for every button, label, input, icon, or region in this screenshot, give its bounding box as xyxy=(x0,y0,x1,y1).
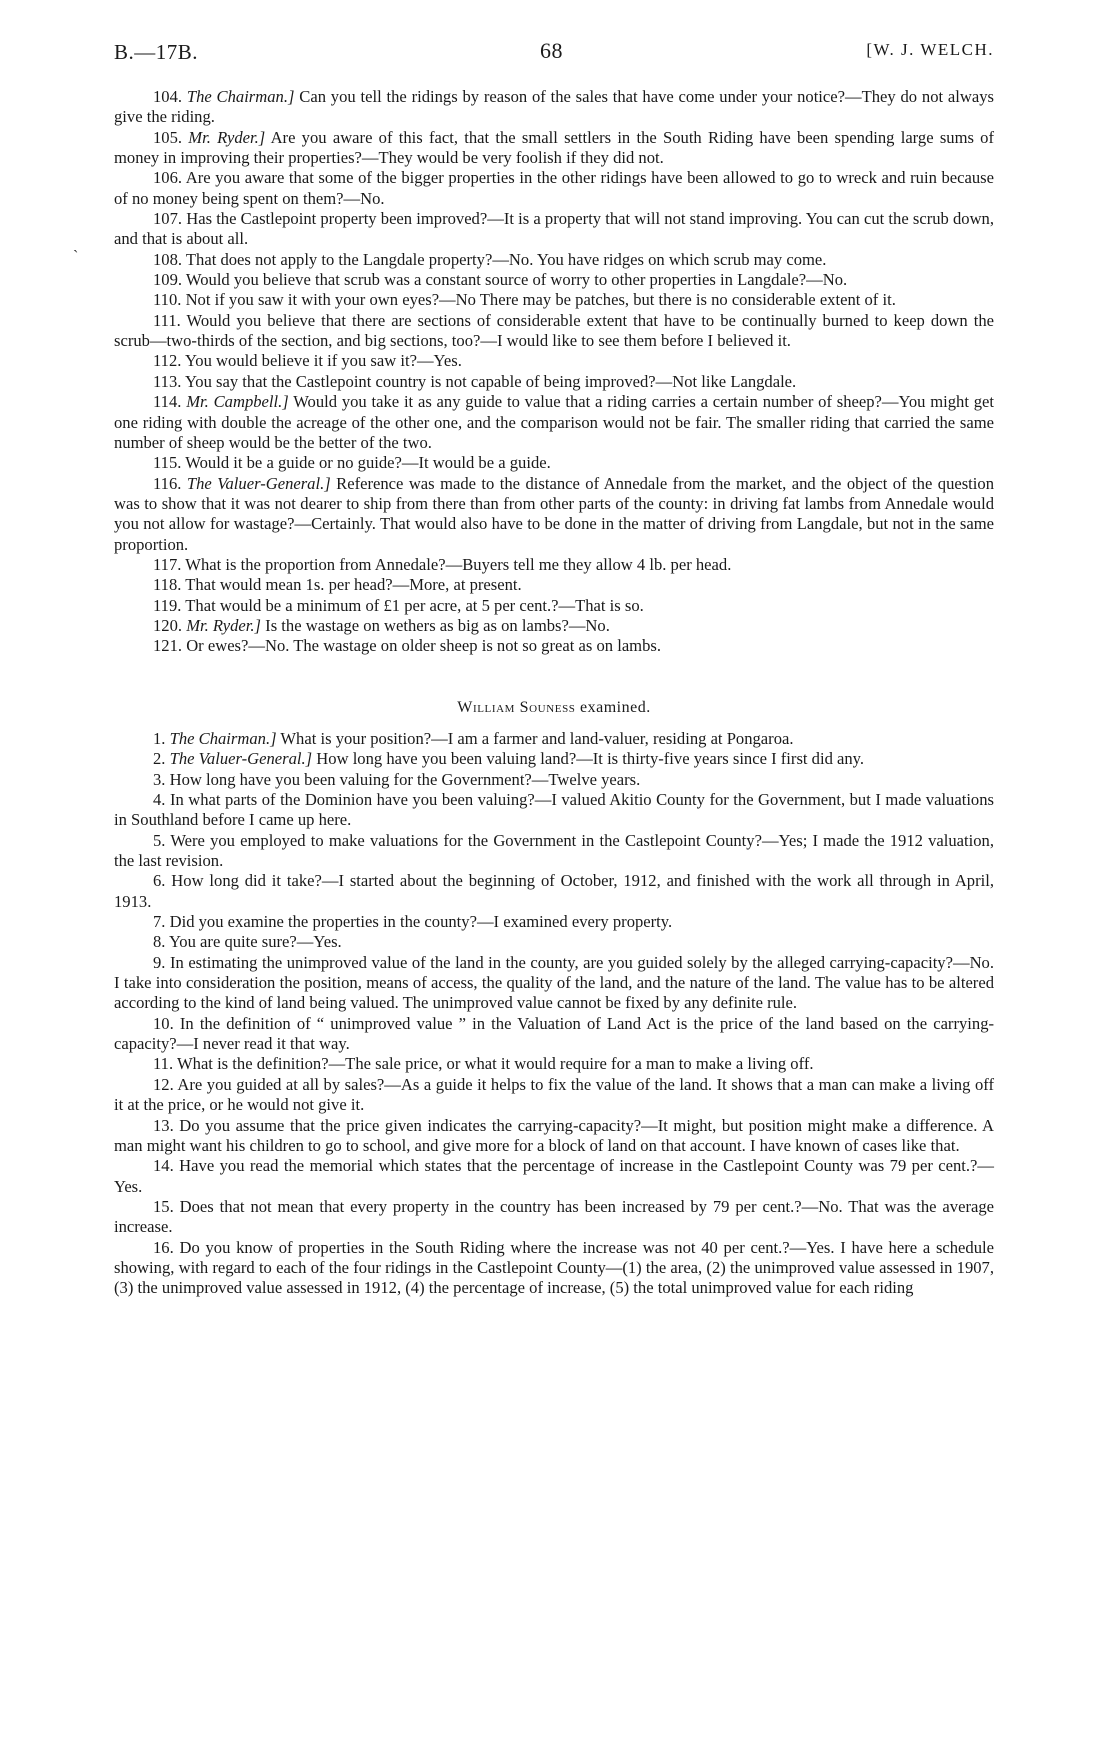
question-paragraph xyxy=(114,1197,994,1238)
question-paragraph xyxy=(114,1014,994,1055)
question-paragraph xyxy=(114,575,994,595)
question-text: You would believe it if you saw it?—Yes. xyxy=(184,351,462,371)
evidence-section-souness xyxy=(114,729,994,1299)
question-number: 107. xyxy=(153,209,187,229)
question-number: 114. xyxy=(153,392,187,412)
question-text: That would mean 1s. per head?—More, at present. xyxy=(185,575,522,595)
speaker-name: Mr. Campbell.] xyxy=(186,392,289,412)
question-number: 115. xyxy=(153,453,186,473)
question-number: 116. xyxy=(153,473,187,493)
question-text: Are you aware of this fact, that the small settlers in the South Riding have been spending large sums of money in improving their properties?—They would be very foolish if they did not. xyxy=(114,127,995,168)
paper-reference: B.—17B. xyxy=(114,40,199,64)
question-paragraph xyxy=(114,1075,994,1116)
question-paragraph xyxy=(114,372,994,392)
question-text: That does not apply to the Langdale property?—No. You have ridges on which scrub may come. xyxy=(185,249,827,269)
question-paragraph xyxy=(114,168,994,209)
question-text: Can you tell the ridings by reason of the sales that have come under your notice?—They do not always give the riding. xyxy=(114,87,994,127)
witness-heading xyxy=(114,698,994,718)
body-text xyxy=(114,87,994,1299)
speaker-name: Mr. Ryder.] xyxy=(188,127,266,147)
question-text: You say that the Castlepoint country is not capable of being improved?—Not like Langdale. xyxy=(184,371,797,391)
question-paragraph xyxy=(114,555,994,575)
speaker-name: The Valuer-General.] xyxy=(169,749,313,769)
question-text: Are you aware that some of the bigger properties in the other ridings have been allowed to go to wreck and ruin because of no money being spent on them?—No. xyxy=(114,168,994,208)
question-text: Has the Castlepoint property been improved?—It is a property that will not stand improving. You can cut the scrub down, and that is about all. xyxy=(114,209,995,249)
question-text: What is your position?—I am a farmer and land-valuer, residing at Pongaroa. xyxy=(276,728,794,748)
question-text: In what parts of the Dominion have you been valuing?—I valued Akitio County for the Government, but I made valuations in Southland before I came up here. xyxy=(114,790,994,830)
question-paragraph xyxy=(114,128,994,169)
question-number: 2. xyxy=(153,749,170,769)
question-paragraph xyxy=(114,87,994,128)
question-number: 9. xyxy=(153,952,170,972)
question-number: 11. xyxy=(153,1054,177,1074)
question-number: 109. xyxy=(153,270,186,290)
question-paragraph xyxy=(114,770,994,790)
question-text: Not if you saw it with your own eyes?—No There may be patches, but there is no considerable extent of it. xyxy=(185,290,896,310)
question-text: Or ewes?—No. The wastage on older sheep is not so great as on lambs. xyxy=(186,636,661,656)
question-number: 14. xyxy=(153,1156,180,1176)
question-paragraph xyxy=(114,474,994,555)
question-paragraph xyxy=(114,790,994,831)
question-number: 10. xyxy=(153,1013,180,1033)
question-text: You are quite sure?—Yes. xyxy=(168,932,342,952)
question-text: How long have you been valuing land?—It is thirty-five years since I first did any. xyxy=(312,749,865,769)
question-number: 118. xyxy=(153,575,186,595)
question-number: 106. xyxy=(153,168,186,188)
question-number: 120. xyxy=(153,615,187,635)
question-text: How long did it take?—I started about the beginning of October, 1912, and finished with the work all through in April, 1913. xyxy=(114,871,994,911)
question-text: Were you employed to make valuations for the Government in the Castlepoint County?—Yes; I made the 1912 valuation, the last revision. xyxy=(114,830,994,871)
question-paragraph xyxy=(114,749,994,769)
question-number: 6. xyxy=(153,871,172,891)
question-paragraph xyxy=(114,932,994,952)
question-number: 111. xyxy=(153,310,187,330)
question-number: 112. xyxy=(153,351,185,371)
question-paragraph xyxy=(114,311,994,352)
question-number: 1. xyxy=(153,728,170,748)
witness-heading-suffix: examined. xyxy=(575,698,651,716)
question-paragraph xyxy=(114,636,994,656)
question-paragraph xyxy=(114,270,994,290)
question-number: 8. xyxy=(153,932,169,952)
witness-name: William Souness xyxy=(457,698,576,716)
question-text: What is the definition?—The sale price, or what it would require for a man to make a living off. xyxy=(176,1054,814,1074)
question-text: Would you believe that scrub was a constant source of worry to other properties in Langdale?—No. xyxy=(185,270,848,290)
question-text: In the definition of “ unimproved value ” in the Valuation of Land Act is the price of the land based on the carrying-capacity?—I never read it that way. xyxy=(114,1013,995,1054)
question-text: Did you examine the properties in the county?—I examined every property. xyxy=(169,912,673,932)
question-text: Reference was made to the distance of Annedale from the market, and the object of the question was to show that it was not dearer to ship from there than from other parts of the county: in driving fat lambs from Annedale would you not allow for wastage?—Certainly. That would also have to be done in the matter of driving from Langdale, but not in the same proportion. xyxy=(114,473,994,554)
question-paragraph xyxy=(114,1054,994,1074)
question-number: 5. xyxy=(153,830,171,850)
question-paragraph xyxy=(114,290,994,310)
question-text: Is the wastage on wethers as big as on lambs?—No. xyxy=(261,615,610,635)
question-paragraph xyxy=(114,912,994,932)
question-text: Does that not mean that every property in the country has been increased by 79 per cent.?—No. That was the average increase. xyxy=(114,1196,995,1237)
question-text: What is the proportion from Annedale?—Buyers tell me they allow 4 lb. per head. xyxy=(185,554,732,574)
question-paragraph xyxy=(114,351,994,371)
question-text: Are you guided at all by sales?—As a guide it helps to fix the value of the land. It shows that a man can make a living off it at the price, or he would not give it. xyxy=(114,1074,994,1115)
question-text: In estimating the unimproved value of the land in the county, are you guided solely by the alleged carrying-capacity?—No. I take into consideration the position, means of access, the quality of the land, and the nature of the land. The value has to be altered according to the kind of land being valued. The unimproved value cannot be fixed by any definite rule. xyxy=(114,952,994,1013)
question-number: 7. xyxy=(153,912,170,932)
witness-running-head: [W. J. WELCH. xyxy=(866,40,994,59)
question-paragraph xyxy=(114,1238,994,1299)
speaker-name: The Chairman.] xyxy=(186,87,295,106)
question-paragraph xyxy=(114,871,994,912)
question-text: How long have you been valuing for the Government?—Twelve years. xyxy=(169,769,641,789)
question-text: Would you believe that there are sections of considerable extent that have to be continually burned to keep down the scrub—two-thirds of the section, and big sections, too?—I would like to see them before I believed it. xyxy=(114,310,995,351)
speaker-name: The Chairman.] xyxy=(169,728,277,748)
speaker-name: The Valuer-General.] xyxy=(186,473,331,493)
question-number: 113. xyxy=(153,371,185,391)
question-paragraph xyxy=(114,953,994,1014)
question-paragraph xyxy=(114,1116,994,1157)
evidence-section-welch xyxy=(114,87,994,657)
question-number: 104. xyxy=(153,87,187,106)
question-text: That would be a minimum of £1 per acre, at 5 per cent.?—That is so. xyxy=(185,595,644,615)
question-paragraph xyxy=(114,729,994,749)
question-number: 16. xyxy=(153,1237,180,1257)
question-text: Do you know of properties in the South Riding where the increase was not 40 per cent.?—Yes. I have here a schedule showing, with regard to each of the four ridings in the Castlepoint County—(1) the area, (2) the unimproved value assessed in 1907, (3) the unimproved value assessed in 1912, (4) the percentage of increase, (5) the total unimproved value for each riding xyxy=(114,1237,994,1298)
question-number: 3. xyxy=(153,769,170,789)
question-paragraph xyxy=(114,1156,994,1197)
question-paragraph xyxy=(114,831,994,872)
question-number: 117. xyxy=(153,554,186,574)
page-number: 68 xyxy=(540,38,563,63)
question-paragraph xyxy=(114,453,994,473)
question-number: 105. xyxy=(153,127,189,147)
question-number: 110. xyxy=(153,290,186,310)
question-paragraph xyxy=(114,616,994,636)
question-paragraph xyxy=(114,596,994,616)
question-number: 13. xyxy=(153,1115,180,1135)
question-text: Would it be a guide or no guide?—It would be a guide. xyxy=(185,453,551,473)
question-paragraph xyxy=(114,209,994,250)
margin-mark: ` xyxy=(73,248,79,265)
question-paragraph xyxy=(114,392,994,453)
question-number: 15. xyxy=(153,1196,180,1216)
question-number: 121. xyxy=(153,636,187,656)
speaker-name: Mr. Ryder.] xyxy=(186,615,262,635)
question-number: 4. xyxy=(153,790,170,809)
question-text: Do you assume that the price given indicates the carrying-capacity?—It might, but position might make a difference. A man might want his children to go to school, and give more for a block of land on that account. I have known of cases like that. xyxy=(114,1115,994,1155)
question-paragraph xyxy=(114,250,994,270)
question-text: Have you read the memorial which states that the percentage of increase in the Castlepoint County was 79 per cent.?—Yes. xyxy=(114,1156,995,1196)
question-number: 108. xyxy=(153,249,186,269)
page-header xyxy=(114,38,994,68)
question-number: 119. xyxy=(153,595,186,615)
question-number: 12. xyxy=(153,1074,178,1094)
question-text: Would you take it as any guide to value that a riding carries a certain number of sheep?—You might get one riding with double the acreage of the other one, and the comparison would not be fair. The smaller riding that carried the same number of sheep would be the better of the two. xyxy=(114,392,994,452)
